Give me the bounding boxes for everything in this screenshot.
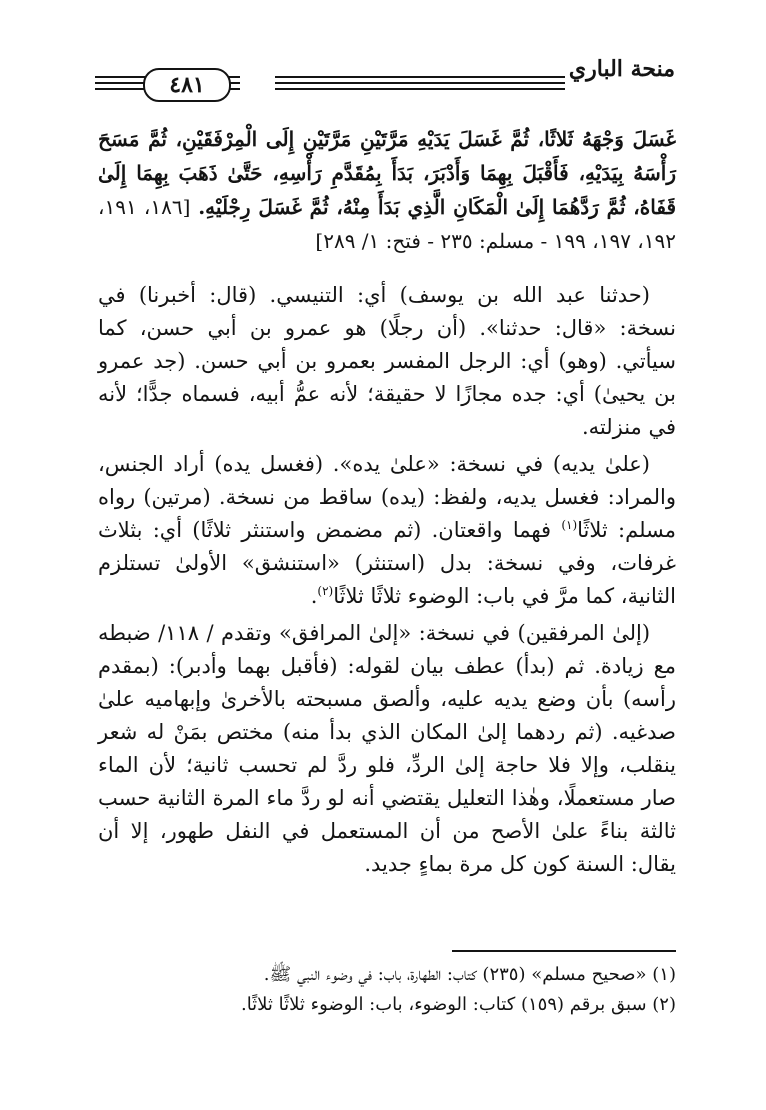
page-header [95, 56, 675, 112]
commentary-paragraph: (حدثنا عبد الله بن يوسف) أي: التنيسي. (قال: أخبرنا) في نسخة: «قال: حدثنا». (أن رجلًا) هو عمرو بن أبي حسن، كما سيأتي. (وهو) أي: الرجل المفسر بعمرو بن أبي حسن. (جد عمرو بن يحيىٰ) أي: جده مجازًا لا حقيقة؛ لأنه عمُّ أبيه، فسماه جدًّا؛ لأنه في منزلته. [98, 283, 676, 439]
footnote-1: (١) «صحيح مسلم» (٢٣٥) كتاب: الطهارة، باب: في وضوء النبي ﷺ. [263, 964, 676, 985]
commentary-text: فهما واقعتان. (ثم مضمض واستنثر ثلاثًا) أي: بثلاث غرفات، وفي نسخة: بدل (استنثر) «استنشق» الأولىٰ تستلزم الثانية، كما مرَّ في باب: الوضوء ثلاثًا ثلاثًا [98, 518, 676, 608]
footnote-marker: (١) [561, 518, 578, 532]
commentary [98, 279, 676, 885]
header-rule [275, 82, 565, 84]
footnote-separator [452, 950, 676, 952]
hadith-references: [١٨٦، ١٩١، ١٩٢، ١٩٧، ١٩٩ - مسلم: ٢٣٥ - فتح: ١/ ٢٨٩] [98, 195, 676, 253]
hadith-body: غَسَلَ وَجْهَهُ ثَلاثًا، ثُمَّ غَسَلَ يَدَيْهِ مَرَّتَيْنِ مَرَّتَيْنِ إِلَى الْمِرْفَقَيْنِ، ثُمَّ مَسَحَ رَأْسَهُ بِيَدَيْهِ، فَأَقْبَلَ بِهِمَا وَأَدْبَرَ، بَدَأَ بِمُقَدَّمِ رَأْسِهِ، حَتَّىٰ ذَهَبَ بِهِمَا إِلَىٰ قَفَاهُ، ثُمَّ رَدَّهُمَا إِلَىٰ الْمَكَانِ الَّذِي بَدَأَ مِنْهُ، ثُمَّ غَسَلَ رِجْلَيْهِ. [98, 127, 677, 219]
footnote-2: (٢) سبق برقم (١٥٩) كتاب: الوضوء، باب: الوضوء ثلاثًا ثلاثًا. [240, 994, 676, 1015]
commentary-text: . [310, 584, 318, 608]
header-rule [275, 88, 565, 90]
footnote-marker: (٢) [317, 584, 334, 598]
footnotes [98, 960, 676, 1020]
book-title: منحة الباري [568, 56, 675, 82]
commentary-text: (علىٰ يديه) في نسخة: «علىٰ يده». (فغسل يده) أراد الجنس، والمراد: فغسل يديه، ولفظ: (يده) ساقط من نسخة. (مرتين) رواه مسلم: ثلاثًا [98, 452, 677, 542]
commentary-paragraph [98, 448, 676, 613]
page-number: ٤٨١ [143, 68, 231, 102]
commentary-paragraph: (إلىٰ المرفقين) في نسخة: «إلىٰ المرافق» وتقدم / ١١٨/ ضبطه مع زيادة. ثم (بدأ) عطف بيان لقوله: (فأقبل بهما وأدبر): (بمقدم رأسه) بأن وضع يديه عليه، وألصق مسبحته بالأخرىٰ وإبهاميه علىٰ صدغيه. (ثم ردهما إلىٰ المكان الذي بدأ منه) مختص بمَنْ له شعر ينقلب، وإلا فلا حاجة إلىٰ الردِّ، فلو ردَّ لم تحسب ثانية؛ لأن الماء صار مستعملًا، وهٰذا التعليل يقتضي أنه لو ردَّ ماء المرة الثانية حسب ثالثة بناءً علىٰ الأصح من أن المستعمل في النفل طهور، إلا أن يقال: السنة كون كل مرة بماءٍ جديد. [98, 621, 676, 876]
hadith-text [98, 122, 676, 258]
header-rule [275, 76, 565, 78]
